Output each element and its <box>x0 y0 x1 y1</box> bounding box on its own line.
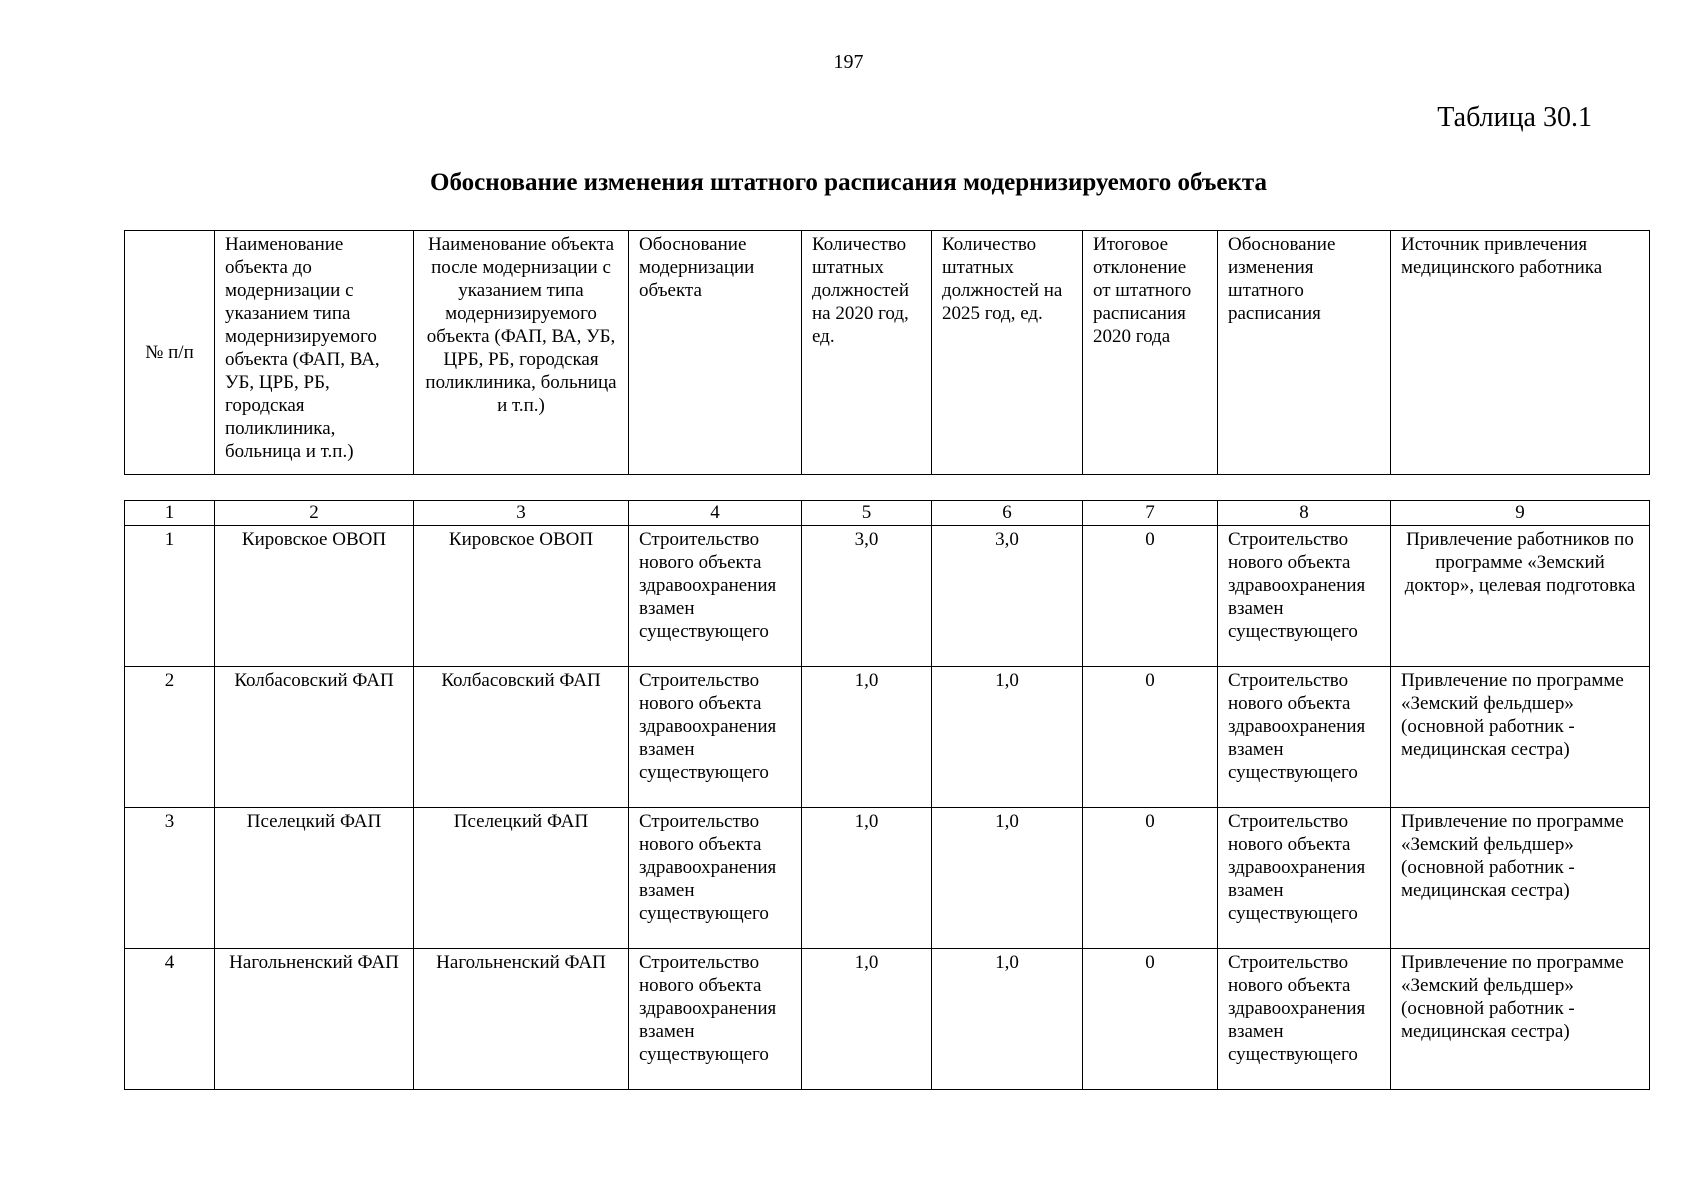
object-after: Нагольненский ФАП <box>414 949 629 1090</box>
staff-2025: 1,0 <box>932 949 1083 1090</box>
column-number: 7 <box>1083 501 1218 526</box>
staff-justification: Строительство нового объекта здравоохранения взамен существующего <box>1218 949 1391 1090</box>
object-before: Пселецкий ФАП <box>215 808 414 949</box>
table-row <box>125 808 1650 949</box>
header-cell-num: № п/п <box>125 231 215 475</box>
row-number: 1 <box>125 526 215 667</box>
column-number: 4 <box>629 501 802 526</box>
header-cell-staff-justification: Обоснование изменения штатного расписания <box>1218 231 1391 475</box>
staff-2020: 1,0 <box>802 808 932 949</box>
column-number: 5 <box>802 501 932 526</box>
object-after: Кировское ОВОП <box>414 526 629 667</box>
column-number: 2 <box>215 501 414 526</box>
staff-2025: 1,0 <box>932 808 1083 949</box>
deviation: 0 <box>1083 949 1218 1090</box>
worker-source: Привлечение работников по программе «Земский доктор», целевая подготовка <box>1391 526 1650 667</box>
worker-source: Привлечение по программе «Земский фельдшер» (основной работник - медицинская сестра) <box>1391 808 1650 949</box>
column-number: 9 <box>1391 501 1650 526</box>
modernization-justification: Строительство нового объекта здравоохранения взамен существующего <box>629 667 802 808</box>
header-cell-staff-2025: Количество штатных должностей на 2025 год, ед. <box>932 231 1083 475</box>
header-cell-staff-2020: Количество штатных должностей на 2020 год, ед. <box>802 231 932 475</box>
row-number: 2 <box>125 667 215 808</box>
staff-justification: Строительство нового объекта здравоохранения взамен существующего <box>1218 667 1391 808</box>
table-row <box>125 949 1650 1090</box>
staff-2020: 1,0 <box>802 949 932 1090</box>
modernization-justification: Строительство нового объекта здравоохранения взамен существующего <box>629 949 802 1090</box>
object-before: Кировское ОВОП <box>215 526 414 667</box>
deviation: 0 <box>1083 808 1218 949</box>
data-table <box>124 500 1650 1090</box>
deviation: 0 <box>1083 526 1218 667</box>
table-row <box>125 667 1650 808</box>
staff-2020: 1,0 <box>802 667 932 808</box>
worker-source: Привлечение по программе «Земский фельдшер» (основной работник - медицинская сестра) <box>1391 667 1650 808</box>
row-number: 4 <box>125 949 215 1090</box>
staff-justification: Строительство нового объекта здравоохранения взамен существующего <box>1218 808 1391 949</box>
column-number: 1 <box>125 501 215 526</box>
table-label: Таблица 30.1 <box>1437 102 1592 133</box>
staff-2020: 3,0 <box>802 526 932 667</box>
staff-2025: 1,0 <box>932 667 1083 808</box>
object-after: Пселецкий ФАП <box>414 808 629 949</box>
modernization-justification: Строительство нового объекта здравоохранения взамен существующего <box>629 526 802 667</box>
staff-justification: Строительство нового объекта здравоохранения взамен существующего <box>1218 526 1391 667</box>
document-title: Обоснование изменения штатного расписания модернизируемого объекта <box>430 169 1267 196</box>
object-before: Нагольненский ФАП <box>215 949 414 1090</box>
row-number: 3 <box>125 808 215 949</box>
header-cell-deviation: Итоговое отклонение от штатного расписания 2020 года <box>1083 231 1218 475</box>
header-cell-justification: Обоснование модернизации объекта <box>629 231 802 475</box>
header-row <box>125 231 1650 475</box>
object-after: Колбасовский ФАП <box>414 667 629 808</box>
header-table <box>124 230 1650 475</box>
header-cell-source: Источник привлечения медицинского работника <box>1391 231 1650 475</box>
modernization-justification: Строительство нового объекта здравоохранения взамен существующего <box>629 808 802 949</box>
header-cell-after: Наименование объекта после модернизации с указанием типа модернизируемого объекта (ФАП, ВА, УБ, ЦРБ, РБ, городская поликлиника, больница и т.п.) <box>414 231 629 475</box>
column-number: 6 <box>932 501 1083 526</box>
table-row <box>125 526 1650 667</box>
staff-2025: 3,0 <box>932 526 1083 667</box>
header-cell-before: Наименование объекта до модернизации с указанием типа модернизируемого объекта (ФАП, ВА, УБ, ЦРБ, РБ, городская поликлиника, больница и т.п.) <box>215 231 414 475</box>
column-number: 8 <box>1218 501 1391 526</box>
worker-source: Привлечение по программе «Земский фельдшер» (основной работник - медицинская сестра) <box>1391 949 1650 1090</box>
column-number-row <box>125 501 1650 526</box>
object-before: Колбасовский ФАП <box>215 667 414 808</box>
page-number: 197 <box>833 51 864 73</box>
deviation: 0 <box>1083 667 1218 808</box>
column-number: 3 <box>414 501 629 526</box>
